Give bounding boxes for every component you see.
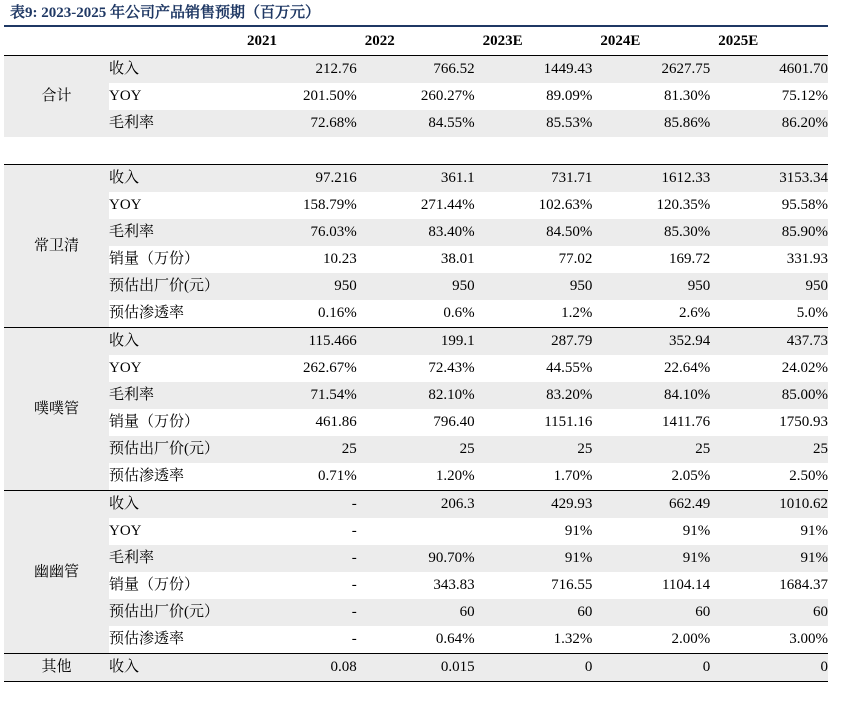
value-cell: 0.6% xyxy=(443,305,475,321)
header-cell xyxy=(109,28,239,56)
table-row xyxy=(4,83,828,110)
sales-forecast-table xyxy=(4,28,828,682)
header-year: 2023E xyxy=(475,28,593,56)
value-cell: 260.27% xyxy=(420,88,475,104)
value-cell: 262.67% xyxy=(303,360,357,376)
value-cell: 0.015 xyxy=(357,654,475,682)
metric-label: 毛利率 xyxy=(109,219,239,246)
value-cell: 158.79% xyxy=(303,197,357,213)
value-cell: 2.50% xyxy=(789,468,828,484)
value-cell: 0 xyxy=(592,654,710,682)
value-cell: 0.71% xyxy=(318,468,357,484)
value-cell: 437.73 xyxy=(710,328,828,356)
value-cell: 0 xyxy=(710,654,828,682)
value-cell: 206.3 xyxy=(357,491,475,519)
value-cell: 1750.93 xyxy=(779,414,828,430)
metric-label: 预估渗透率 xyxy=(109,468,185,484)
value-cell: 91% xyxy=(710,545,828,572)
value-cell: 2627.75 xyxy=(592,56,710,84)
value-cell: 84.55% xyxy=(357,110,475,137)
value-cell: 1.2% xyxy=(561,305,593,321)
metric-label: 销量（万份） xyxy=(109,251,200,267)
table-row xyxy=(4,436,828,463)
value-cell: 85.00% xyxy=(710,382,828,409)
value-cell: 1010.62 xyxy=(710,491,828,519)
table-row xyxy=(4,463,828,491)
table-caption: 表9: 2023-2025 年公司产品销售预期（百万元） xyxy=(10,5,320,21)
value-cell: 1151.16 xyxy=(544,414,593,430)
value-cell: - xyxy=(239,599,357,626)
value-cell: 91% xyxy=(475,545,593,572)
value-cell: 91% xyxy=(682,523,711,539)
value-cell: 25 xyxy=(592,436,710,463)
table-row xyxy=(4,165,828,193)
value-cell: 84.50% xyxy=(475,219,593,246)
product-group-label: 幽幽管 xyxy=(4,491,109,654)
value-cell: - xyxy=(351,523,357,539)
value-cell: 38.01 xyxy=(440,251,475,267)
value-cell: 950 xyxy=(710,273,828,300)
value-cell: 25 xyxy=(475,436,593,463)
metric-label: 收入 xyxy=(109,654,239,682)
metric-label: YOY xyxy=(109,523,142,539)
value-cell: 102.63% xyxy=(538,197,593,213)
metric-label: 预估出厂价(元） xyxy=(109,436,239,463)
value-cell: 1.32% xyxy=(553,631,593,647)
value-cell xyxy=(357,518,475,545)
header-year: 2024E xyxy=(592,28,710,56)
value-cell: - xyxy=(351,577,357,593)
metric-label: YOY xyxy=(109,197,142,213)
value-cell: 83.40% xyxy=(357,219,475,246)
value-cell: 85.30% xyxy=(592,219,710,246)
value-cell: 84.10% xyxy=(592,382,710,409)
metric-label: 预估出厂价(元） xyxy=(109,599,239,626)
value-cell: 2.6% xyxy=(678,305,711,321)
table-row xyxy=(4,518,828,545)
value-cell: 71.54% xyxy=(239,382,357,409)
value-cell: 950 xyxy=(475,273,593,300)
value-cell: 1612.33 xyxy=(592,165,710,193)
value-cell: 85.90% xyxy=(710,219,828,246)
table-row xyxy=(4,273,828,300)
table-row xyxy=(4,246,828,273)
table-row xyxy=(4,491,828,519)
table-row xyxy=(4,355,828,382)
value-cell: 950 xyxy=(357,273,475,300)
value-cell: 2.00% xyxy=(671,631,711,647)
metric-label: 毛利率 xyxy=(109,382,239,409)
value-cell: 60 xyxy=(357,599,475,626)
metric-label: 销量（万份） xyxy=(109,414,200,430)
value-cell: 83.20% xyxy=(475,382,593,409)
value-cell: 25 xyxy=(239,436,357,463)
value-cell: 1104.14 xyxy=(661,577,711,593)
metric-label: 预估渗透率 xyxy=(109,305,185,321)
table-row xyxy=(4,626,828,654)
value-cell: 0.08 xyxy=(239,654,357,682)
header-cell xyxy=(4,28,109,56)
caption-rule xyxy=(4,25,828,27)
value-cell: 361.1 xyxy=(357,165,475,193)
value-cell: 75.12% xyxy=(781,88,828,104)
metric-label: YOY xyxy=(109,360,142,376)
metric-label: 毛利率 xyxy=(109,545,239,572)
value-cell: 86.20% xyxy=(710,110,828,137)
value-cell: - xyxy=(239,491,357,519)
value-cell: 429.93 xyxy=(475,491,593,519)
value-cell: 950 xyxy=(239,273,357,300)
metric-label: 收入 xyxy=(109,56,239,84)
value-cell: 76.03% xyxy=(239,219,357,246)
header-row xyxy=(4,28,828,56)
value-cell: 60 xyxy=(710,599,828,626)
table-row xyxy=(4,300,828,328)
table-row xyxy=(4,545,828,572)
value-cell: 1411.76 xyxy=(661,414,711,430)
table-body xyxy=(4,56,828,682)
metric-label: 预估渗透率 xyxy=(109,631,185,647)
metric-label: 销量（万份） xyxy=(109,577,200,593)
value-cell: 77.02 xyxy=(558,251,593,267)
value-cell: 1449.43 xyxy=(475,56,593,84)
table-row xyxy=(4,572,828,599)
product-group-label: 噗噗管 xyxy=(4,328,109,491)
table-row xyxy=(4,409,828,436)
metric-label: 毛利率 xyxy=(109,110,239,137)
value-cell: 331.93 xyxy=(786,251,828,267)
product-group-label: 常卫清 xyxy=(4,165,109,328)
value-cell: 796.40 xyxy=(433,414,475,430)
value-cell: 120.35% xyxy=(656,197,711,213)
value-cell: 201.50% xyxy=(303,88,357,104)
value-cell: 91% xyxy=(564,523,593,539)
value-cell: 90.70% xyxy=(357,545,475,572)
table-row xyxy=(4,654,828,682)
value-cell: 10.23 xyxy=(323,251,357,267)
spacer-cell xyxy=(4,137,828,165)
table-row xyxy=(4,219,828,246)
value-cell: 4601.70 xyxy=(710,56,828,84)
value-cell: 1.70% xyxy=(553,468,593,484)
value-cell: 199.1 xyxy=(357,328,475,356)
value-cell: 731.71 xyxy=(475,165,593,193)
value-cell: 82.10% xyxy=(357,382,475,409)
value-cell: 60 xyxy=(475,599,593,626)
value-cell: 212.76 xyxy=(239,56,357,84)
value-cell: 766.52 xyxy=(357,56,475,84)
value-cell: 91% xyxy=(800,523,828,539)
value-cell: 271.44% xyxy=(420,197,475,213)
value-cell: 81.30% xyxy=(663,88,711,104)
value-cell: 5.0% xyxy=(796,305,828,321)
table-row xyxy=(4,110,828,137)
value-cell: 0.16% xyxy=(318,305,357,321)
table-row xyxy=(4,192,828,219)
value-cell: 95.58% xyxy=(781,197,828,213)
value-cell: 343.83 xyxy=(433,577,475,593)
table-row xyxy=(4,56,828,84)
value-cell: 89.09% xyxy=(546,88,593,104)
header-year: 2025E xyxy=(710,28,828,56)
value-cell: 60 xyxy=(592,599,710,626)
product-group-label: 其他 xyxy=(4,654,109,682)
value-cell: 72.68% xyxy=(239,110,357,137)
value-cell: 2.05% xyxy=(671,468,711,484)
value-cell: 3.00% xyxy=(789,631,828,647)
metric-label: 收入 xyxy=(109,491,239,519)
value-cell: - xyxy=(351,631,357,647)
value-cell: 115.466 xyxy=(239,328,357,356)
value-cell: 3153.34 xyxy=(710,165,828,193)
header-year: 2021 xyxy=(239,28,357,56)
value-cell: - xyxy=(239,545,357,572)
value-cell: 97.216 xyxy=(239,165,357,193)
value-cell: 352.94 xyxy=(592,328,710,356)
metric-label: 收入 xyxy=(109,165,239,193)
table-row xyxy=(4,328,828,356)
product-group-label: 合计 xyxy=(4,56,109,138)
value-cell: 1.20% xyxy=(435,468,475,484)
metric-label: 收入 xyxy=(109,328,239,356)
value-cell: 85.86% xyxy=(592,110,710,137)
table-row xyxy=(4,382,828,409)
spacer-row xyxy=(4,137,828,165)
value-cell: 85.53% xyxy=(475,110,593,137)
value-cell: 91% xyxy=(592,545,710,572)
value-cell: 72.43% xyxy=(428,360,475,376)
value-cell: 25 xyxy=(710,436,828,463)
value-cell: 950 xyxy=(592,273,710,300)
value-cell: 1684.37 xyxy=(779,577,828,593)
value-cell: 44.55% xyxy=(546,360,593,376)
metric-label: YOY xyxy=(109,88,142,104)
header-year: 2022 xyxy=(357,28,475,56)
value-cell: 25 xyxy=(357,436,475,463)
value-cell: 716.55 xyxy=(551,577,593,593)
value-cell: 0 xyxy=(475,654,593,682)
value-cell: 287.79 xyxy=(475,328,593,356)
value-cell: 22.64% xyxy=(663,360,711,376)
value-cell: 24.02% xyxy=(781,360,828,376)
value-cell: 0.64% xyxy=(435,631,475,647)
value-cell: 662.49 xyxy=(592,491,710,519)
metric-label: 预估出厂价(元） xyxy=(109,273,239,300)
value-cell: 169.72 xyxy=(668,251,711,267)
table-row xyxy=(4,599,828,626)
value-cell: 461.86 xyxy=(315,414,357,430)
